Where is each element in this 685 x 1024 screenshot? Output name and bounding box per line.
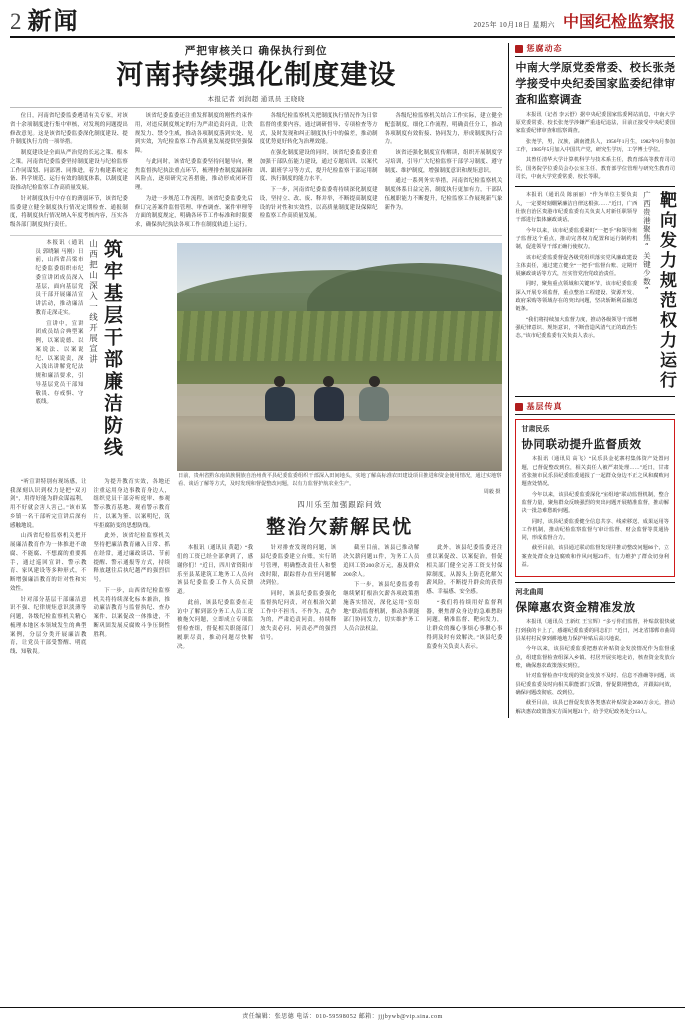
photo-person-3 xyxy=(359,376,389,421)
paragraph: “我们将持续加大监督力度，推动各级领导干部增强纪律意识、规矩意识，不断营造风清气正的政治生态。”该市纪委监委有关负责人表示。 xyxy=(515,316,638,340)
paragraph: 下一步，该县纪委监委将继续紧盯根治欠薪各项政策措施落实情况，深化运用“室组地”联动监督机制，推动各职能部门协同发力，切实维护务工人员合法权益。 xyxy=(343,582,420,633)
paragraph: 与此同时，该省纪委监委坚持问题导向，聚焦监督执纪执法重点环节，梳理排查制度漏洞和风险点，逐项研究完善措施，推动形成闭环管理。 xyxy=(134,158,253,192)
left-feature-column-1 xyxy=(10,478,87,659)
lead-byline: 本报记者 刘润超 通讯员 王晓晓 xyxy=(207,96,305,104)
divider xyxy=(515,186,675,187)
rail-vertical-body xyxy=(515,191,637,391)
lead-column-3 xyxy=(260,112,378,232)
paragraph: 各级纪检监察机关把制度执行情况作为日常监督的重要内容，通过调研督导、专项检查等方式，及时发现和纠正制度执行中的偏差，推动制度优势更好转化为治理效能。 xyxy=(259,113,378,146)
mid-column-3 xyxy=(343,544,419,653)
rail-title-2: 协同联动提升监督质效 xyxy=(521,437,642,452)
red-square-icon xyxy=(515,45,523,53)
lead-kicker: 严把审核关口 确保执行到位 xyxy=(184,45,328,57)
lead-column-4 xyxy=(385,112,503,232)
paragraph: 截至目前，该县已督促发放各类惠农补贴资金2600万余元，推动解决惠农政策落实方面问题21个，给予党纪政务处分13人。 xyxy=(515,700,675,715)
left-feature-titles xyxy=(10,239,122,474)
paragraph: 针对监督检查中发现的资金发放不及时、信息不准确等问题，该县纪委监委及时向相关职能部门反馈，督促限期整改，并跟踪问效，确保问题改彻底、改到位。 xyxy=(515,673,675,696)
photo-caption: 日前，贵州省黔东南苗族侗族自治州黄平县纪委监委组织干部深入田间地头，实地了解高标准农田建设项目推进和资金使用情况，通过实地察看、谈话了解等方式，及时发现和督促整改问题，以有力监督护航农业生产。 xyxy=(178,472,502,487)
photo-block xyxy=(177,243,502,496)
paragraph: 今年以来，该县纪委监委把惠农补贴资金发放情况作为监督重点，组建监督检查组深入乡镇、村居开展实地走访，核查资金发放台账，确保惠农政策落实到位。 xyxy=(515,646,675,669)
page-content xyxy=(10,43,675,718)
photo-person-2 xyxy=(314,376,344,421)
rail-vertical-title: 靶向发力规范权力运行 xyxy=(656,191,676,392)
paragraph: 此前，该县纪委监委在走访中了解到部分务工人员工资被拖欠问题，立即成立专项监督检查组，督促相关职能部门履职尽责，推动问题尽快解决。 xyxy=(177,599,254,650)
left-feature-body xyxy=(10,478,170,659)
rail-section-label-grassroots xyxy=(515,401,675,415)
mid-column-1 xyxy=(177,544,253,653)
paragraph: 其曾任清华大学计算机科学与技术系主任，教育部高等教育司司长，国务院学位委员会办公室主任、教育部学位管理与研究生教育司司长，中南大学党委常委、校长等职。 xyxy=(515,157,675,180)
paragraph: 本报讯（记者 李云舒）据中央纪委国家监委网站消息，中南大学原党委常委、校长张尧学涉嫌严重违纪违法，目前正接受中央纪委国家监委纪律审查和监察调查。 xyxy=(515,111,675,135)
lead-story xyxy=(10,43,502,103)
paragraph: 通过一系列务实举措，河南省纪检监察机关制度体系日益完善，制度执行更加有力，干部队伍履职能力不断提升，纪检监察工作展现新气象新作为。 xyxy=(384,178,503,211)
paragraph: 在强化制度建设的同时，该省纪委监委注重加强干部队伍能力建设，通过专题培训、以案代训、跟班学习等方式，提升纪检监察干部运用制度、执行制度的能力水平。 xyxy=(259,150,378,183)
paragraph: 宣讲中，宣讲团成员结合典型案例，以案说德、以案说法、以案说纪、以案说责，深入浅出讲解党纪法规和廉洁要求，引导基层党员干部知敬畏、存戒惧、守底线。 xyxy=(35,320,84,406)
page-footer: 责任编辑：张思德 电话：010-59598052 邮箱：jjjbywb@vip.sina.com xyxy=(0,1007,685,1024)
paragraph: 下一步，河南省纪委监委将持续深化制度建设，坚持立、改、废、释并举，不断提高制度建设的针对性和实效性，以高质量制度建设保障纪检监察工作高质量发展。 xyxy=(259,187,378,220)
lower-main-area xyxy=(10,239,502,659)
mid-story-headline: 整治欠薪解民忧 xyxy=(266,516,414,539)
paragraph: 该市纪委监委督促各级党组织落实党风廉政建设主体责任，通过建立健全“一把手”监督台账、定期开展廉政谈话等方式，压实管党治党政治责任。 xyxy=(515,254,638,278)
left-feature-column-2 xyxy=(94,478,171,659)
section-title: 新闻 xyxy=(27,7,80,35)
paragraph: 截至目前，该县通过联动监督发现并推动整改问题86个，立案查处群众身边腐败和作风问题23件，有力维护了群众切身利益。 xyxy=(521,545,669,569)
rail-title-3: 保障惠农资金精准发放 xyxy=(515,600,636,615)
lead-column-1 xyxy=(10,112,128,232)
paragraph: 各级纪检监察机关结合工作实际，建立健全配套制度，细化工作流程，明确责任分工，推动各项制度有效衔接、协同发力，形成制度执行合力。 xyxy=(384,113,503,146)
paragraph: 该省纪委监委还注重发挥制度的刚性约束作用，对违反制度规定的行为严肃追责问责，让铁规发力、禁令生威，推动各项制度落到实处、见到实效，为纪检监察工作高质量发展提供坚强保障。 xyxy=(134,113,253,155)
page-number: 2 xyxy=(10,9,22,34)
paragraph: 此外，该省纪检监察机关坚持把廉洁教育融入日常、抓在经常，通过廉政谈话、节前提醒、警示通报等方式，持续释放越往后执纪越严的强烈信号。 xyxy=(93,533,170,584)
paragraph: 本报讯（通讯员 高飞）“民乐县金花寨村集体资产处置问题，已督促整改到位，相关责任人被严肃处理……”近日，甘肃省张掖市民乐县纪委监委通报了一起群众身边不正之风和腐败问题查处情况。 xyxy=(521,456,669,488)
left-feature xyxy=(10,239,170,659)
rail-body-1 xyxy=(515,111,675,182)
main-column-zone xyxy=(10,43,502,718)
paragraph: 张尧学，男，汉族，湖南澧县人，1956年1月生，1982年9月参加工作，1985年5月加入中国共产党，研究生学历，工学博士学位。 xyxy=(515,138,675,154)
rail-subtitle-2: 甘肃民乐 xyxy=(521,425,550,434)
paragraph: 本报讯（通讯员 陈丽丽）“作为单位主要负责人，一定要时刻绷紧廉洁自律这根弦……”近日，广西壮族自治区贵港市纪委监委有关负责人对新任职领导干部进行集体廉政谈话。 xyxy=(515,192,638,224)
paragraph: 针对排查发现的问题，该县纪委监委建立台账，实行销号管理，明确整改责任人和整改时限，跟踪督办直至问题解决到位。 xyxy=(260,545,337,587)
paragraph: 本报讯（通讯员 黄超）“我们的工资已经全部拿到了，感谢你们！”近日，四川省资阳市乐至县某建筑工地务工人员向该县纪委监委工作人员反馈道。 xyxy=(177,545,254,596)
paragraph: 针对部分基层干部廉洁意识不强、纪律规矩意识淡薄等问题，各级纪检监察机关精心梳理本地区本领域发生的典型案例，分层分类开展廉洁教育，让党员干部受警醒、明底线、知敬畏。 xyxy=(10,596,87,656)
paragraph: 今年以来，该市纪委监委紧盯“一把手”和领导班子监督这个重点，推动完善权力配置和运行制约机制，促进领导干部正确行使权力。 xyxy=(515,227,638,251)
paragraph: “我们将持续用好监督利器，聚焦群众身边的急难愁盼问题，精准监督、靶向发力，让群众的操心事烦心事揪心事得到及时有效解决。”该县纪委监委有关负责人表示。 xyxy=(426,599,503,650)
paragraph: 位日，河南省纪委监委遴请有关专家，对该省十余项制度进行集中审核，对发现的问题提出修改意见。这是该省纪委监委深化制度建设、提升制度执行力的一项举措。 xyxy=(10,113,128,146)
lead-headline: 河南持续强化制度建设 xyxy=(116,60,397,91)
paragraph: 本报讯（通讯员 王新红 王宝辉）“多亏你们监督，补贴款很快就打到我的卡上了，感谢纪委监委的同志们！”近日，河北省邯郸市曲周县某村村民拿到耕地地力保护补贴后高兴地说。 xyxy=(515,619,675,642)
left-feature-lead-column xyxy=(35,239,83,474)
mid-story-kicker: 四川乐至加强跟踪问效 xyxy=(297,500,383,510)
lead-column-2 xyxy=(135,112,253,232)
red-square-icon xyxy=(515,403,523,411)
rail-body-3 xyxy=(515,618,675,715)
photo-and-mid-story xyxy=(177,239,502,659)
paragraph: 此外，该县纪委监委还注重以案促改、以案促治，督促相关部门健全完善工资支付保障制度，从源头上防范化解欠薪风险，不断提升群众的获得感、幸福感、安全感。 xyxy=(426,545,503,596)
paragraph: 同时，该县纪委监委健全信息共享、线索移送、成果运用等工作机制，推动纪检监察监督与审计监督、财会监督等贯通协同，形成监督合力。 xyxy=(521,518,669,542)
mid-column-2 xyxy=(260,544,336,653)
divider xyxy=(515,582,675,583)
mid-column-4 xyxy=(426,544,502,653)
news-photo xyxy=(177,243,502,471)
rail-body-2 xyxy=(521,455,669,569)
masthead xyxy=(10,0,675,38)
photo-credit: 周毅 摄 xyxy=(483,489,501,496)
paragraph: 本报讯（通讯员 郭晓颖 马刚）日前，山西省吕梁市纪委监委组织市纪委宣讲团成员深入基层，面向基层党员干部开展廉洁宣讲活动，推动廉洁教育走深走实。 xyxy=(35,239,84,316)
paragraph: “听宣讲特别有现场感，让我深刻认识到权力是把“双刃剑”，用得好能为群众谋福利，用不好就会害人害己。”该市某乡镇一名干部听完宣讲后深有感触地说。 xyxy=(10,478,87,529)
paragraph: 为提升教育实效，各地还注重运用身边事教育身边人，组织党员干部旁听庭审、参观警示教育基地、观看警示教育片，以案为鉴、以案明纪，筑牢拒腐防变的思想防线。 xyxy=(93,478,170,529)
newspaper-logo: 中国纪检监察报 xyxy=(562,12,675,31)
rail-subtitle-3: 河北曲周 xyxy=(515,588,544,597)
left-feature-title: 筑牢基层干部廉洁防线 xyxy=(101,238,123,459)
publication-date: 2025年 10月18日 星期六 xyxy=(473,21,555,29)
rail-label-text: 基层传真 xyxy=(526,402,563,412)
paragraph: 截至目前，该县已推动解决欠薪问题11件，为务工人员追回工资200余万元，惠及群众200余人。 xyxy=(343,545,420,578)
right-rail xyxy=(508,43,675,718)
divider xyxy=(515,396,675,397)
rail-headline-1: 中南大学原党委常委、校长张尧学接受中央纪委国家监委纪律审查和监察调查 xyxy=(515,61,675,106)
paragraph: 该省还强化制度宣传解读，组织开展制度学习培训，引导广大纪检监察干部学习制度、遵守制度、维护制度，增强制度意识和规矩意识。 xyxy=(384,150,503,174)
divider xyxy=(10,235,502,236)
left-feature-kicker: 山西把山深入一线开展宣讲 xyxy=(87,238,98,365)
mid-story-columns xyxy=(177,544,502,653)
highlighted-article xyxy=(515,419,675,577)
paragraph: 制度建设是全面从严治党的长远之策、根本之策。河南省纪委监委坚持制度建设与纪检监察工作同谋划、同部署、同推进，着力构建系统完备、科学规范、运行有效的制度体系，以制度建设推动纪检监察工作高质量发展。 xyxy=(10,150,128,192)
rail-label-text: 惩腐动态 xyxy=(526,44,563,53)
paragraph: 下一步，山西省纪检监察机关将持续深化标本兼治，推动廉洁教育与监督执纪、查办案件、以案促改一体推进，不断巩固发展反腐败斗争压倒性胜利。 xyxy=(93,587,170,638)
lead-body-columns xyxy=(10,107,502,232)
paragraph: 同时，该县纪委监委强化监督执纪问责，对在根治欠薪工作中不担当、不作为、乱作为的，严肃追责问责，持续释放失责必问、问责必严的强烈信号。 xyxy=(260,591,337,641)
rail-section-label-corruption xyxy=(515,43,675,57)
photo-person-1 xyxy=(265,376,295,421)
paragraph: 针对制度执行中存在的薄弱环节，该省纪委监委建立健全制度执行情况定期检查、通报制度，将制度执行情况纳入年度考核内容，压实各级各部门制度执行责任。 xyxy=(10,195,128,229)
paragraph: 同时，聚焦重点领域和关键环节，该市纪委监委深入开展专项监督，重点整治工程建设、资源开发、政府采购等领域存在的突出问题，坚决斩断利益输送链条。 xyxy=(515,281,638,313)
rail-vertical-kicker: 广西贵港聚焦“关键少数” xyxy=(642,191,652,297)
rail-vertical-feature xyxy=(515,191,675,391)
paragraph: 山西省纪检监察机关把开展廉洁教育作为一体推进不敢腐、不能腐、不想腐的重要抓手，通过巡回宣讲、警示教育、家风建设等多种形式，不断增强廉洁教育的针对性和实效性。 xyxy=(10,533,87,592)
paragraph: 为进一步规范工作流程，该省纪委监委先后修订完善案件监督管理、审查调查、案件审理等方面的制度规定，明确各环节工作标准和时限要求，确保执纪执法各项工作在制度轨道上运行。 xyxy=(134,195,253,229)
paragraph: 今年以来，该县纪委监委深化“室组地”联动监督机制，整合监督力量，聚焦群众反映强烈的突出问题开展精准监督，推动解决一批急难愁盼问题。 xyxy=(521,491,669,515)
